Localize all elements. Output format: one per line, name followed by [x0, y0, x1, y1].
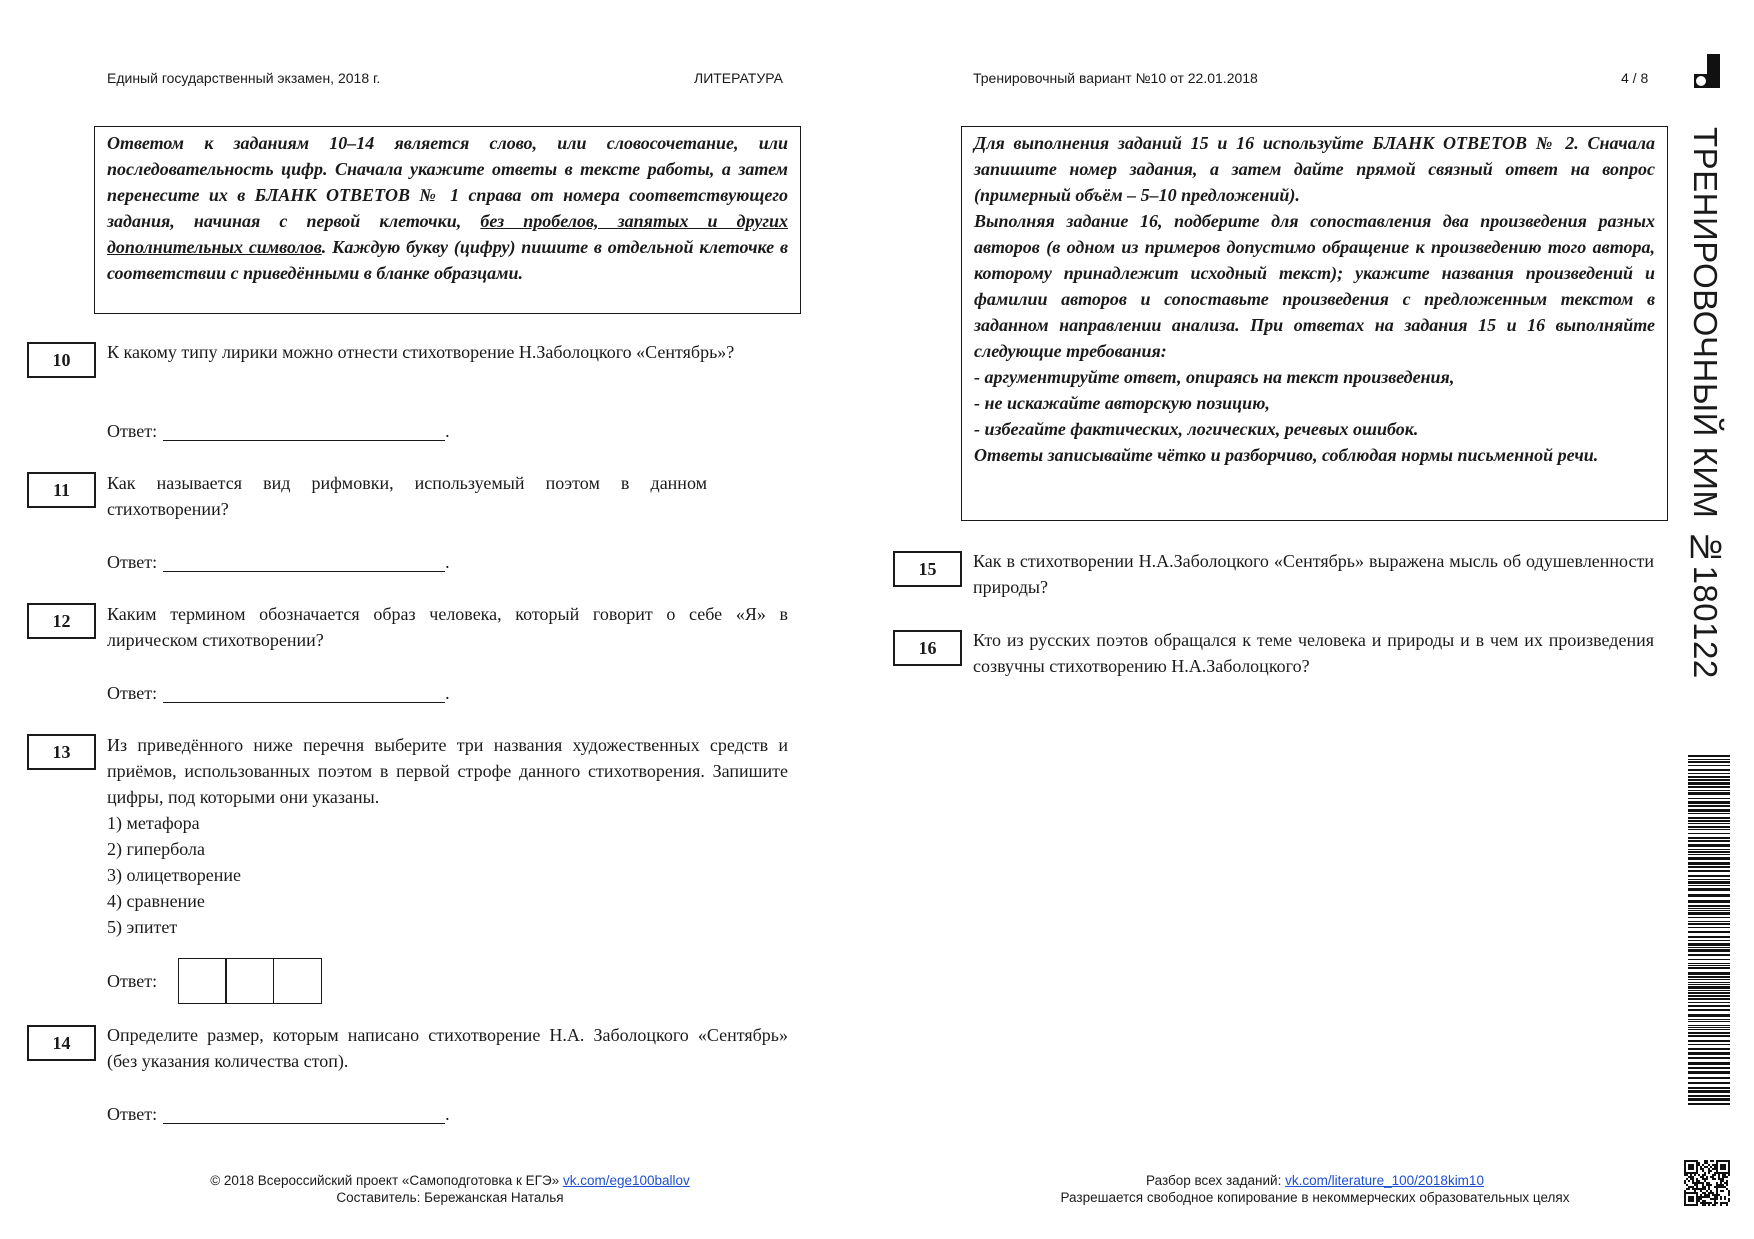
header-exam-title: Единый государственный экзамен, 2018 г. [107, 70, 381, 86]
answer-label: Ответ: [107, 971, 158, 991]
header-page-number: 4 / 8 [1621, 70, 1649, 86]
corner-marker-icon [1694, 54, 1720, 88]
vertical-kim-title: ТРЕНИРОВОЧНЫЙ КИМ №180122 [1687, 127, 1724, 679]
task-12-answer[interactable]: Ответ: . [107, 680, 450, 706]
task-13-answer[interactable] [107, 958, 322, 1004]
underlined-note: без пробелов, запятых и других дополнительных символов [107, 211, 788, 257]
right-instructions-p3: Ответы записывайте чётко и разборчиво, соблюдая нормы письменной речи. [974, 445, 1599, 465]
footer-right: Разбор всех заданий: vk.com/literature_100/2018kim10 Разрешается свободное копирование в некоммерческих образовательных целях [985, 1172, 1645, 1206]
requirement-2: - не искажайте авторскую позицию, [974, 393, 1270, 413]
barcode-icon [1688, 755, 1730, 1105]
right-instructions-box [961, 126, 1668, 521]
qr-code-icon [1684, 1160, 1730, 1206]
task-10-answer[interactable]: Ответ: . [107, 418, 450, 444]
task-number-13: 13 [27, 734, 96, 770]
task-number-12: 12 [27, 603, 96, 639]
answer-label: Ответ: [107, 552, 158, 572]
left-instructions-text: Ответом к заданиям 10–14 является слово, или словосочетание, или последовательность цифр. Сначала укажите ответы в тексте работы, а затем перенесите их в БЛАНК ОТВЕТОВ № 1 справа от номера соответствующего задания, начиная с первой клеточки, без пробелов, запятых и других дополнительных символов. Каждую букву (цифру) пишите в отдельной клеточке в соответствии с приведёнными в бланке образцами. [107, 133, 788, 283]
footer-license: Разрешается свободное копирование в некоммерческих образовательных целях [1060, 1190, 1570, 1205]
option-5: 5) эпитет [107, 917, 178, 937]
task-11-answer[interactable]: Ответ: . [107, 549, 450, 575]
right-instructions-p1: Для выполнения заданий 15 и 16 используйте БЛАНК ОТВЕТОВ № 2. Сначала запишите номер задания, а затем дайте прямой связный ответ на вопрос (примерный объём – 5–10 предложений). [974, 133, 1655, 205]
task-15-question: Как в стихотворении Н.А.Заболоцкого «Сентябрь» выражена мысль об одушевленности природы? [973, 551, 1654, 597]
answer-cell[interactable] [225, 958, 274, 1004]
task-14-question: Определите размер, которым написано стихотворение Н.А. Заболоцкого «Сентябрь» (без указания количества стоп). [107, 1025, 788, 1071]
answer-line [163, 684, 445, 703]
answer-line [163, 553, 445, 572]
task-14-answer[interactable]: Ответ: . [107, 1101, 450, 1127]
footer-right-link[interactable]: vk.com/literature_100/2018kim10 [1285, 1173, 1484, 1188]
right-instructions-p2: Выполняя задание 16, подберите для сопоставления два произведения разных авторов (в одном из примеров допустимо обращение к произведению того автора, которому принадлежит исходный текст); укажите названия произведений и фамилии авторов и сопоставьте произведения с предложенным текстом в заданном направлении анализа. При ответах на задания 15 и 16 выполняйте следующие требования: [974, 211, 1655, 361]
left-instructions-box [94, 126, 801, 314]
task-number-15: 15 [893, 551, 962, 587]
option-3: 3) олицетворение [107, 865, 241, 885]
option-4: 4) сравнение [107, 891, 205, 911]
requirement-1: - аргументируйте ответ, опираясь на текст произведения, [974, 367, 1455, 387]
answer-line [163, 422, 445, 441]
footer-left: © 2018 Всероссийский проект «Самоподготовка к ЕГЭ» vk.com/ege100ballov Составитель: Бережанская Наталья [120, 1172, 780, 1206]
answer-label: Ответ: [107, 1104, 158, 1124]
option-1: 1) метафора [107, 813, 200, 833]
requirement-3: - избегайте фактических, логических, речевых ошибок. [974, 419, 1419, 439]
footer-author: Составитель: Бережанская Наталья [336, 1190, 564, 1205]
answer-line [163, 1105, 445, 1124]
option-2: 2) гипербола [107, 839, 206, 859]
task-13-question: Из приведённого ниже перечня выберите три названия художественных средств и приёмов, использованных поэтом в первой строфе данного стихотворения. Запишите цифры, под которыми они указаны. 1) метафора 2) гипербола 3) олицетворение 4) сравнение 5) эпитет [107, 732, 788, 940]
header-variant: Тренировочный вариант №10 от 22.01.2018 [973, 70, 1258, 86]
task-10-question: К какому типу лирики можно отнести стихотворение Н.Заболоцкого «Сентябрь»? [107, 342, 735, 362]
task-11-question: Как называется вид рифмовки, используемый поэтом в данном стихотворении? [107, 473, 707, 519]
header-subject: ЛИТЕРАТУРА [694, 70, 783, 86]
answer-label: Ответ: [107, 683, 158, 703]
answer-cells[interactable] [179, 958, 322, 1004]
footer-left-link[interactable]: vk.com/ege100ballov [562, 1173, 690, 1188]
task-number-11: 11 [27, 472, 96, 508]
task-16-question: Кто из русских поэтов обращался к теме человека и природы и в чем их произведения созвучны стихотворению Н.А.Заболоцкого? [973, 630, 1654, 676]
task-12-question: Каким термином обозначается образ человека, который говорит о себе «Я» в лирическом стихотворении? [107, 604, 788, 650]
task-number-10: 10 [27, 342, 96, 378]
task-number-16: 16 [893, 630, 962, 666]
task-number-14: 14 [27, 1025, 96, 1061]
answer-label: Ответ: [107, 421, 158, 441]
answer-cell[interactable] [178, 958, 227, 1004]
answer-cell[interactable] [273, 958, 322, 1004]
